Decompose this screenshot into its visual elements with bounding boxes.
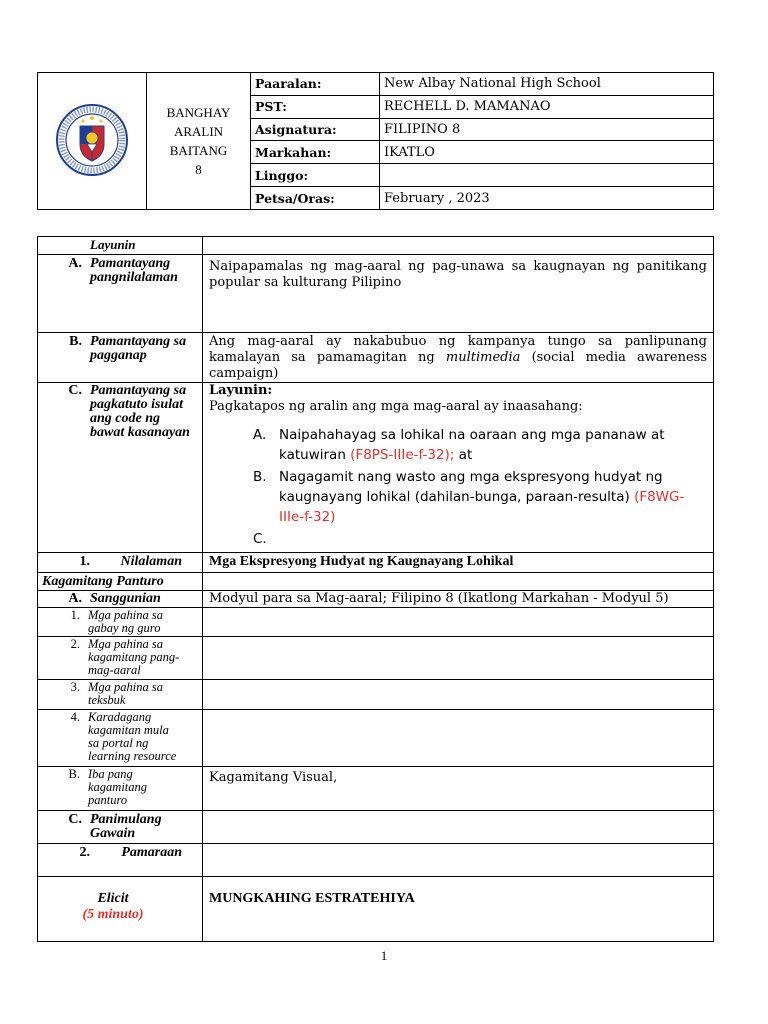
content-label: Nilalaman xyxy=(120,554,182,569)
ref-1-value xyxy=(203,608,714,637)
content-standard-cell xyxy=(38,255,203,333)
content-standard-value: Naipapamalas ng mag-aaral ng pag-unawa sa kaugnayan ng panitikang popular sa kulturang Pilipino xyxy=(209,259,707,290)
performance-standard-letter: B. xyxy=(69,334,82,349)
other-materials-cell xyxy=(38,767,203,811)
objectives-heading: Layunin: xyxy=(209,383,273,398)
deped-seal-cell xyxy=(38,73,147,210)
ref-3-value xyxy=(203,680,714,710)
ref-3-number: 3. xyxy=(70,680,80,694)
materials-value-cell xyxy=(203,573,714,591)
performance-standard-tail: (social media awareness campaign) xyxy=(209,350,708,381)
elicit-cell xyxy=(38,877,203,942)
learning-competency-cell xyxy=(38,383,203,553)
references-cell xyxy=(38,591,203,608)
objective-a-text: Naipahahayag sa lohikal na oaraan ang mga pananaw at katuwiran xyxy=(279,427,665,463)
title-line-4: 8 xyxy=(195,162,202,177)
header-table xyxy=(37,72,714,210)
materials-cell xyxy=(38,573,203,591)
other-materials-letter: B. xyxy=(68,767,80,781)
date-value: February , 2023 xyxy=(380,187,714,210)
objectives-intro: Pagkatapos ng aralin ang mga mag-aaral ay inaasahang: xyxy=(209,399,583,414)
deped-seal-logo xyxy=(56,104,128,176)
ref-2-value xyxy=(203,637,714,680)
preliminary-activity-cell xyxy=(38,811,203,844)
references-value-cell xyxy=(203,591,714,608)
performance-standard-cell xyxy=(38,333,203,383)
ref-4-value xyxy=(203,710,714,767)
quarter-label: Markahan: xyxy=(251,141,380,164)
materials-label: Kagamitang Panturo xyxy=(42,574,164,589)
title-line-2: ARALIN xyxy=(173,124,224,139)
objectives-header-cell xyxy=(38,237,203,255)
other-materials-value-cell xyxy=(203,767,714,811)
objective-a-letter: A. xyxy=(253,427,267,443)
ref-3-cell xyxy=(38,680,203,710)
performance-standard-label: Pamantayang sa pagganap xyxy=(90,334,187,363)
procedure-label: Pamaraan xyxy=(121,845,182,860)
performance-standard-text: Ang mag-aaral ay nakabubuo ng kampanya tungo sa panlipunang kamalayan sa pamamagitan ng xyxy=(209,334,707,365)
subject-label: Asignatura: xyxy=(251,118,380,141)
objective-b-code: (F8WG-IIIe-f-32) xyxy=(279,489,685,525)
teacher-label: PST: xyxy=(251,95,380,118)
learning-competency-value-cell xyxy=(203,383,714,553)
ref-1-cell xyxy=(38,608,203,637)
ref-4-number: 4. xyxy=(70,710,80,724)
elicit-value-cell xyxy=(203,877,714,942)
other-materials-value: Kagamitang Visual, xyxy=(209,770,338,785)
elicit-label: Elicit xyxy=(97,891,129,906)
performance-standard-value xyxy=(203,333,713,382)
ref-4-cell xyxy=(38,710,203,767)
quarter-value: IKATLO xyxy=(380,141,714,164)
week-label: Linggo: xyxy=(251,164,380,187)
objectives-header: Layunin xyxy=(90,237,136,252)
elicit-time: (5 minuto) xyxy=(82,907,144,922)
objective-a-code: (F8PS-IIIe-f-32); xyxy=(350,447,455,463)
elicit-value: MUNGKAHING ESTRATEHIYA xyxy=(209,891,415,906)
content-standard-letter: A. xyxy=(68,256,82,271)
ref-1-number: 1. xyxy=(70,608,80,622)
objective-b xyxy=(253,467,707,527)
week-value xyxy=(380,164,714,187)
content-number: 1. xyxy=(79,554,90,569)
preliminary-activity-value xyxy=(203,811,714,844)
school-value: New Albay National High School xyxy=(380,73,714,96)
references-letter: A. xyxy=(68,591,82,606)
ref-2-number: 2. xyxy=(70,637,80,651)
learning-competency-letter: C. xyxy=(68,383,82,398)
procedure-value xyxy=(203,844,714,877)
lesson-plan-table xyxy=(37,236,714,942)
subject-value: FILIPINO 8 xyxy=(380,118,714,141)
teacher-value: RECHELL D. MAMANAO xyxy=(380,95,714,118)
objective-c-letter: C. xyxy=(253,531,267,547)
preliminary-activity-label: Panimulang Gawain xyxy=(90,812,162,841)
date-label: Petsa/Oras: xyxy=(251,187,380,210)
school-label: Paaralan: xyxy=(251,73,380,96)
objectives-header-value xyxy=(203,237,714,255)
performance-standard-value-cell xyxy=(203,333,714,383)
content-value-cell xyxy=(203,553,714,573)
ref-2-cell xyxy=(38,637,203,680)
learning-competency-label: Pamantayang sa pagkatuto isulat ang code ng bawat kasanayan xyxy=(90,383,190,440)
title-line-1: BANGHAY xyxy=(166,105,231,120)
ref-3-label: Mga pahina sa teksbuk xyxy=(88,680,163,707)
lesson-plan-title xyxy=(147,73,251,210)
objective-b-letter: B. xyxy=(253,469,267,485)
page-number: 1 xyxy=(380,948,388,963)
content-standard-value-cell xyxy=(203,255,714,333)
objective-c xyxy=(253,529,707,549)
ref-1-label: Mga pahina sa gabay ng guro xyxy=(88,608,163,635)
title-line-3: BAITANG xyxy=(169,143,228,158)
ref-4-label: Karadagang kagamitan mula sa portal ng learning resource xyxy=(88,710,177,763)
content-cell xyxy=(38,553,203,573)
performance-standard-italic: multimedia xyxy=(445,350,521,365)
objective-a xyxy=(253,425,707,465)
preliminary-activity-letter: C. xyxy=(68,812,82,827)
other-materials-label: Iba pang kagamitang panturo xyxy=(88,767,148,807)
references-value: Modyul para sa Mag-aaral; Filipino 8 (Ikatlong Markahan - Modyul 5) xyxy=(209,591,669,606)
objective-a-tail: at xyxy=(454,447,473,463)
ref-2-label: Mga pahina sa kagamitang pang-mag-aaral xyxy=(88,637,180,677)
objectives-list xyxy=(209,415,707,549)
content-value: Mga Ekspresyong Hudyat ng Kaugnayang Lohikal xyxy=(209,554,514,569)
procedure-number: 2. xyxy=(79,845,90,860)
content-standard-label: Pamantayang pangnilalaman xyxy=(90,256,178,285)
procedure-cell xyxy=(38,844,203,877)
objective-b-text: Nagagamit nang wasto ang mga ekspresyong hudyat ng kaugnayang lohikal (dahilan-bunga, paraan-resulta) xyxy=(279,469,663,505)
references-label: Sanggunian xyxy=(90,591,161,606)
